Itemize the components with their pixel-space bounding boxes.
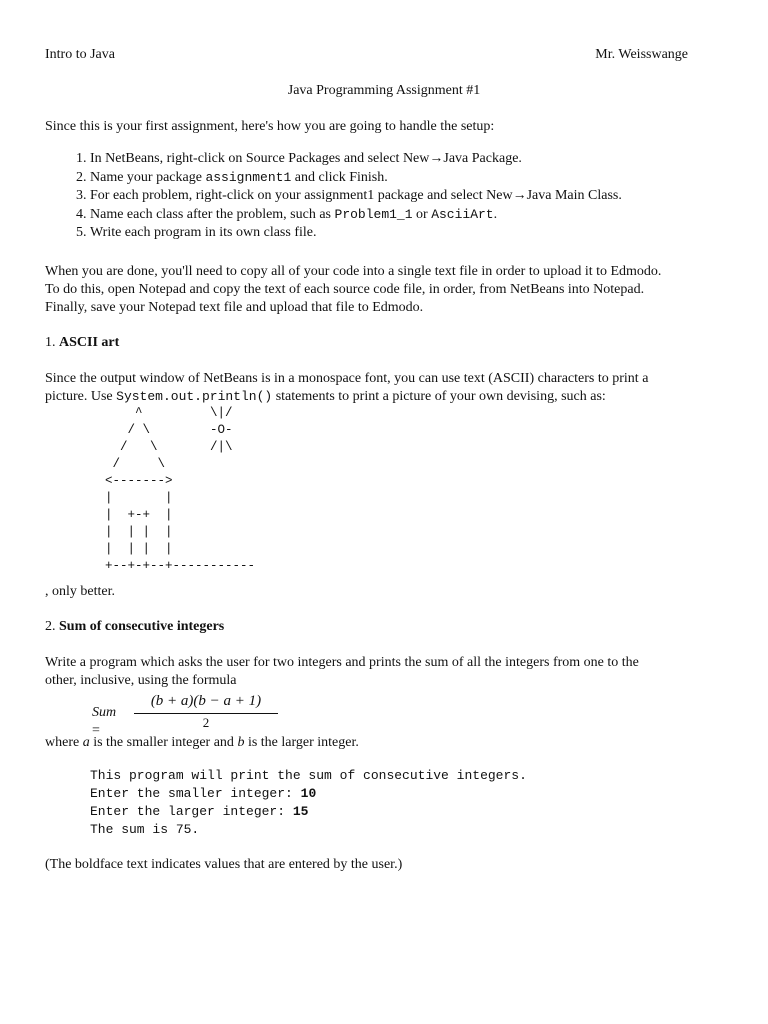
inline-code: System.out.println(): [116, 389, 273, 404]
course-name: Intro to Java: [45, 47, 115, 62]
sample-run-output: This program will print the sum of consecutive integers. Enter the smaller integer: 10 Enter the larger integer: 15 The sum is 75.: [90, 768, 527, 837]
list-item: 2. Name your package assignment1 and click Finish.: [90, 169, 622, 188]
problem-2-description: Write a program which asks the user for two integers and prints the sum of all the integers from one to the: [45, 655, 639, 670]
list-item: 5. Write each program in its own class file.: [90, 224, 622, 243]
problem-1-heading: 1. ASCII art: [45, 335, 120, 350]
upload-instructions: When you are done, you'll need to copy all of your code into a single text file in order to upload it to Edmodo. To do this, open Notepad and copy the text of each source code file, in order, from NetBeans into Notepad. Finally, save your Notepad text file and upload that file to Edmodo.: [45, 264, 662, 315]
inline-code: AsciiArt: [431, 206, 494, 222]
formula-denominator: 2: [202, 715, 210, 730]
problem-2-heading: 2. Sum of consecutive integers: [45, 619, 225, 634]
assignment-page: Intro to Java Mr. Weisswange Java Programming Assignment #1 Since this is your first assignment, here's how you are going to handle the setup: 1. In NetBeans, right-click on Source Packages and select New→Java Package. 2. Name your package assignment1 and click Finish. 3. For each problem, right-click on your assignment1 package and select New→Java Main Class. 4. Name each class after the problem, such as Problem1_1 or AsciiArt. 5. Write each program in its own class file. When you are done, you'll need to copy all of your code into a single text file in order to upload it to Edmodo. To do this, open Notepad and copy the text of each source code file, in order, from NetBeans into Notepad. Finally, save your Notepad text file and upload that file to Edmodo. 1. ASCII art Since the output window of NetBeans is in a monospace font, you can use text (ASCII) characters to print a picture. Use System.out.println() statements to print a picture of your own devising, such as: ^ \|/ / \ -O- / \ /|\ / \ <-------> | | | +-+ | | | | | | | | | +--+-+--+----------- , only better. 2. Sum of consecutive integers Write a program which asks the user for two integers and prints the sum of all the integers from one to the other, inclusive, using the formula Sum = $\frac{(b + a)(b - a + 1)}{2}$ where a is the smaller integer and b is the larger integer. This program will print the sum of consecutive integers. Enter the smaller integer: 10 Enter the larger integer: 15 The sum is 75. (The boldface text indicates values that are entered by the user.): [0, 0, 768, 1024]
after-art-text: , only better.: [45, 584, 115, 599]
page-title: Java Programming Assignment #1: [287, 83, 481, 98]
list-item: 4. Name each class after the problem, such as Problem1_1 or AsciiArt.: [90, 206, 622, 225]
inline-code: Problem1_1: [334, 206, 413, 222]
list-item: 3. For each problem, right-click on your assignment1 package and select New→Java Main Class.: [90, 187, 622, 206]
intro-text: Since this is your first assignment, here's how you are going to handle the setup:: [45, 119, 495, 134]
user-input: 15: [292, 804, 309, 819]
problem-1-description-2: picture. Use System.out.println() statements to print a picture of your own devising, such as:: [45, 389, 606, 404]
formula-numerator: (b + a)(b − a + 1): [134, 690, 278, 714]
arrow-icon: →: [512, 188, 527, 203]
teacher-name: Mr. Weisswange: [595, 47, 688, 62]
setup-steps-list: [45, 150, 622, 243]
formula-lhs: Sum: [92, 705, 117, 720]
inline-code: assignment1: [205, 169, 292, 185]
formula-variables-text: where a is the smaller integer and b is the larger integer.: [45, 735, 359, 750]
problem-2-description-2: other, inclusive, using the formula: [45, 673, 237, 688]
boldface-note: (The boldface text indicates values that are entered by the user.): [45, 857, 403, 872]
list-item: 1. In NetBeans, right-click on Source Packages and select New→Java Package.: [90, 150, 622, 169]
formula-fraction: [134, 690, 278, 731]
arrow-icon: →: [429, 151, 444, 166]
ascii-art-example: ^ \|/ / \ -O- / \ /|\ / \ <-------> | | | +-+ | | | | | | | | | +--+-+--+-----------: [105, 406, 256, 573]
problem-1-description: Since the output window of NetBeans is in a monospace font, you can use text (ASCII) characters to print a: [45, 371, 649, 386]
user-input: 10: [300, 786, 317, 801]
